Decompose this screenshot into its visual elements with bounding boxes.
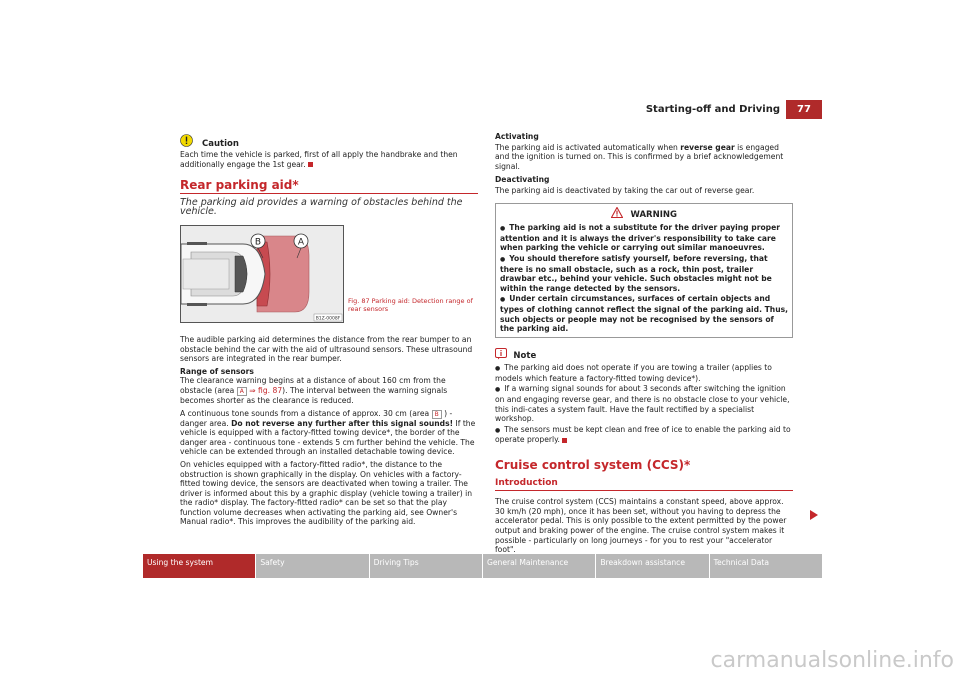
note-heading xyxy=(495,348,793,362)
paragraph-1: The audible parking aid determines the distance from the rear bumper to an obstacle behind the car with the aid of ultrasound sensors. These ultrasound sensors are integrated in the rear bumper. xyxy=(180,334,473,364)
tab-safety[interactable]: Safety xyxy=(255,554,368,578)
end-marker xyxy=(308,162,313,167)
note-item: ● The parking aid does not operate if you are towing a trailer (applies to models which feature a factory-fitted towing device*). xyxy=(495,363,793,383)
caution-title: Caution xyxy=(202,139,239,149)
note-icon xyxy=(495,348,507,360)
parking-aid-figure xyxy=(180,225,344,323)
label-b: B xyxy=(254,237,262,248)
warning-item: ● The parking aid is not a substitute for the driver paying proper attention and it is always the driver's responsibility to take care when parking the vehicle or carrying out similar manoeuvres. xyxy=(500,223,788,253)
ccs-title: Cruise control system (CCS)* xyxy=(495,458,691,473)
note-item: ● If a warning signal sounds for about 3 seconds after switching the ignition on and engaging reverse gear, and there is no obstacle close to your vehicle, this indi-cates a system fault. Have the fault rectified by a specialist workshop. xyxy=(495,384,793,423)
range-heading: Range of sensors xyxy=(180,366,254,376)
running-header: Starting-off and Driving xyxy=(645,104,780,115)
watermark: carmanualsonline.info xyxy=(710,648,954,673)
tab-using-the-system[interactable]: Using the system xyxy=(142,554,255,578)
deactivating-text: The parking aid is deactivated by taking the car out of reverse gear. xyxy=(495,185,755,195)
warning-title: WARNING xyxy=(630,209,677,220)
caution-icon xyxy=(180,134,193,147)
figure-caption: Fig. 87 Parking aid: Detection range of rear sensors xyxy=(348,296,473,313)
section-subtitle: The parking aid provides a warning of obstacles behind the vehicle. xyxy=(180,196,463,218)
range-paragraph: The clearance warning begins at a distance of about 160 cm from the obstacle (area A ⇒ fig. 87). The interval between the warning signals becomes shorter as the clearance is reduced. xyxy=(180,376,448,405)
area-a-tag: A xyxy=(237,387,247,396)
note-title: Note xyxy=(513,350,537,361)
figure-row xyxy=(180,225,478,321)
section-title: Rear parking aid* xyxy=(180,181,478,194)
tab-general-maintenance[interactable]: General Maintenance xyxy=(482,554,595,578)
warning-item: ● You should therefore satisfy yourself, before reversing, that there is no small obstacle, such as a rock, thin post, trailer drawbar etc., behind your vehicle. Such obstacles might not be within the range detected by the sensors. xyxy=(500,254,788,293)
tab-technical-data[interactable]: Technical Data xyxy=(709,554,822,578)
activating-text: The parking aid is activated automatically when reverse gear is engaged and the ignition is turned on. This is confirmed by a brief acknowledgement signal. xyxy=(495,142,784,171)
left-column xyxy=(180,134,478,530)
caution-text: Each time the vehicle is parked, first of all apply the handbrake and then additionally engage the 1st gear. xyxy=(180,150,458,169)
end-marker xyxy=(562,438,567,443)
right-column xyxy=(495,132,793,558)
continue-arrow-icon[interactable] xyxy=(810,510,818,520)
warning-heading xyxy=(500,207,788,221)
paragraph-4: On vehicles equipped with a factory-fitted radio*, the distance to the obstruction is shown graphically in the display. On vehicles with a factory-fitted towing device, the sensors are deactivated when towing a trailer. The driver is informed about this by a graphic display (vehicle towing a trailer) in the radio* display. The factory-fitted radio* can be set so that the play function volume decreases when activating the parking aid, see Owner's Manual radio*. This improves the audibility of the parking aid. xyxy=(180,459,473,527)
warning-triangle-icon xyxy=(611,207,623,218)
area-b-tag: B xyxy=(432,410,442,419)
page-number: 77 xyxy=(786,100,822,119)
deactivating-heading: Deactivating xyxy=(495,175,550,185)
ccs-subtitle: Introduction xyxy=(495,479,793,492)
paragraph-3: A continuous tone sounds from a distance of approx. 30 cm (area B ) - danger area. Do not reverse any further after this signal sounds! If the vehicle is equipped with a factory-fitted towing device*, the border of the danger area - continuous tone - extends 5 cm further behind the vehicle. The vehicle can be extended through an installed detachable towing device. xyxy=(180,408,476,457)
note-item: ● The sensors must be kept clean and free of ice to enable the parking aid to operate properly. xyxy=(495,425,793,445)
tab-breakdown-assistance[interactable]: Breakdown assistance xyxy=(595,554,708,578)
activating-heading: Activating xyxy=(495,132,539,141)
tab-driving-tips[interactable]: Driving Tips xyxy=(369,554,482,578)
label-a: A xyxy=(297,237,305,248)
warning-item: ● Under certain circumstances, surfaces of certain objects and types of clothing cannot reflect the signal of the parking aid. Thus, such objects or people may not be recognised by the sensors of the parking aid. xyxy=(500,294,788,333)
figure-code: B1Z-0008F xyxy=(315,316,341,322)
ccs-text: The cruise control system (CCS) maintains a constant speed, above approx. 30 km/h (20 mph), once it has been set, without you having to depress the accelerator pedal. This is only possible to the extent permitted by the power output and braking power of the engine. The cruise control system makes it possible - particularly on long journeys - for you to rest your "accelerator foot". xyxy=(495,497,787,555)
footer-nav xyxy=(142,554,822,578)
caution-heading xyxy=(180,134,478,150)
warning-box xyxy=(495,203,793,338)
fig-87-link[interactable]: ⇒ fig. 87 xyxy=(249,385,283,395)
